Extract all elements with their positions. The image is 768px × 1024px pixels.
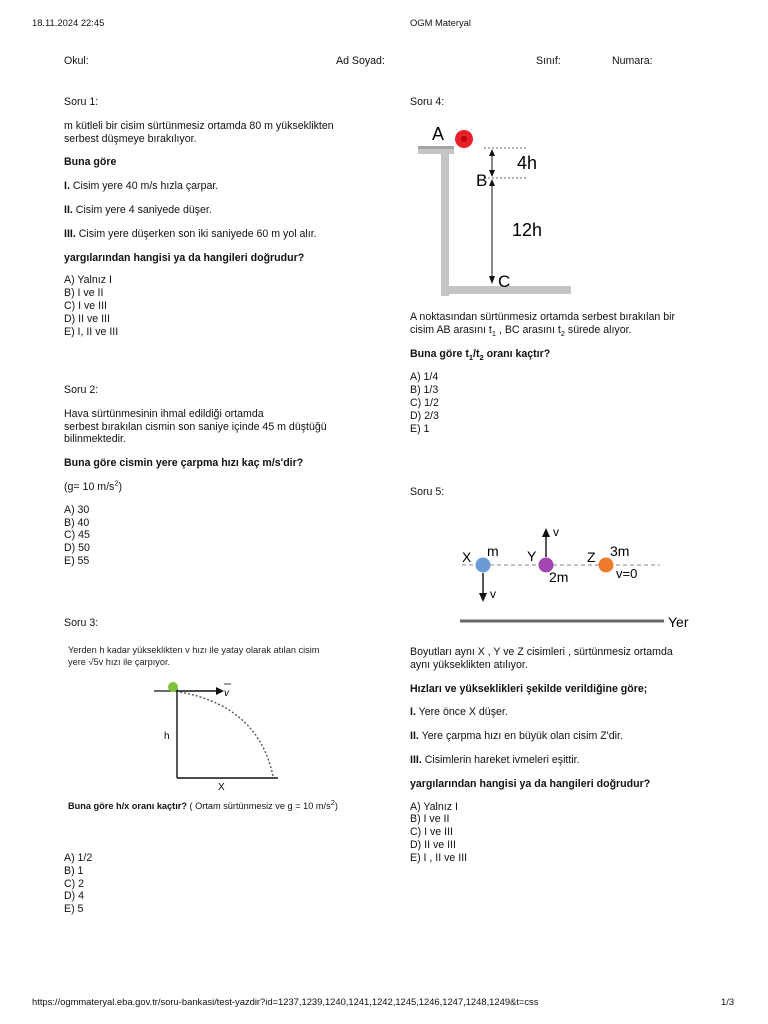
question-stem: bilinmektedir. <box>64 433 126 446</box>
prompt-text: oranı kaçtır? <box>483 347 551 360</box>
question-stem: m kütleli bir cisim sürtünmesiz ortamda 80 m yükseklikten <box>64 119 334 132</box>
question-5-body <box>410 646 730 865</box>
answer-options <box>64 274 384 338</box>
arrow-down-icon <box>479 593 487 602</box>
statement-text: Cisimlerin hareket ivmeleri eşittir. <box>421 753 580 766</box>
answer-options <box>410 371 730 435</box>
stem-text: , BC arasını t <box>496 323 561 336</box>
option-c: C) 45 <box>64 529 90 542</box>
ball-icon <box>168 682 178 692</box>
option-a: A) 30 <box>64 503 90 516</box>
statement-number: I. <box>410 706 416 719</box>
arrow-down-icon <box>489 276 495 284</box>
question-title: Soru 1: <box>64 96 99 108</box>
stem-sub: 2 <box>560 328 565 338</box>
q3-prompt <box>68 797 338 811</box>
option-a: A) 1/2 <box>64 852 93 864</box>
option-e: E) I, II ve III <box>64 325 119 338</box>
question-1 <box>64 96 384 338</box>
option-a: A) Yalnız I <box>410 800 458 813</box>
statement-text: Yere çarpma hızı en büyük olan cisim Z'dir. <box>418 730 623 743</box>
footer-page-number: 1/3 <box>721 996 735 1007</box>
option-c: C) I ve III <box>410 826 453 839</box>
statement-1 <box>410 706 730 719</box>
question-3-title: Soru 3: <box>64 617 99 629</box>
arrow-down-icon <box>489 170 495 177</box>
option-b: B) 40 <box>64 516 90 529</box>
three-bodies-figure <box>450 518 700 636</box>
q3-radical: √5 <box>88 657 99 667</box>
question-stem: Hava sürtünmesinin ihmal edildiği ortamda <box>64 407 264 420</box>
statement-text: Cisim yere 40 m/s hızla çarpar. <box>69 180 219 193</box>
arrow-up-icon <box>489 179 495 186</box>
question-prompt <box>410 348 730 361</box>
footer-url: https://ogmmateryal.eba.gov.tr/soru-bankasi/test-yazdir?id=1237,1239,1240,1241,1242,1245,1246,1247,1248,1249&t=css <box>32 996 539 1007</box>
option-c: C) 2 <box>64 877 85 890</box>
prompt-text: Buna göre t <box>410 347 469 360</box>
option-e: E) I , II ve III <box>410 851 468 864</box>
ball-z-icon <box>599 558 614 573</box>
q3-prompt-text: ( Ortam sürtünmesiz ve g = 10 m/s <box>186 801 331 811</box>
prompt-sub: 1 <box>468 352 474 362</box>
arrow-head-icon <box>216 687 224 695</box>
school-field-label: Okul: <box>64 55 89 67</box>
x-v-label: v <box>490 587 496 601</box>
question-lead: Buna göre <box>64 156 117 169</box>
question-stem-times <box>410 324 730 337</box>
statement-number: I. <box>64 180 70 193</box>
name-field-label: Ad Soyad: <box>336 55 385 67</box>
class-field-label: Sınıf: <box>536 55 561 67</box>
point-a-label: A <box>432 124 445 144</box>
question-lead: Hızları ve yükseklikleri şekilde verildiğine göre; <box>410 682 648 695</box>
question-2 <box>64 384 384 568</box>
stem-sub: 1 <box>491 328 497 338</box>
trajectory-path <box>180 692 273 776</box>
statement-number: III. <box>64 227 76 240</box>
option-a: A) Yalnız I <box>64 274 112 287</box>
option-e: E) 55 <box>64 554 90 567</box>
question-title: Soru 2: <box>64 384 99 396</box>
arrow-up-icon <box>542 528 550 537</box>
question-stem: Boyutları aynı X , Y ve Z cisimleri , sürtünmesiz ortamda <box>410 646 673 658</box>
q3-image-line-1: Yerden h kadar yükseklikten v hızı ile yatay olarak atılan cisim <box>68 645 320 655</box>
ball-a-core <box>461 136 467 142</box>
statement-text: Yere önce X düşer. <box>415 706 508 719</box>
option-d: D) 2/3 <box>410 409 439 422</box>
question-stem: serbest bırakılan cismin son saniye içinde 45 m düştüğü <box>64 420 327 433</box>
question-3-options <box>64 852 384 916</box>
number-field-label: Numara: <box>612 55 653 67</box>
option-b: B) 1 <box>64 864 84 877</box>
option-d: D) II ve III <box>410 838 456 851</box>
statement-3 <box>410 754 730 767</box>
question-stem: A noktasından sürtünmesiz ortamda serbest bırakılan bir <box>410 311 675 323</box>
projectile-figure <box>140 676 300 796</box>
label-x: X <box>462 549 472 565</box>
point-c-label: C <box>498 272 511 291</box>
question-prompt: yargılarından hangisi ya da hangileri doğrudur? <box>64 251 305 264</box>
statement-2 <box>410 730 730 743</box>
statement-2 <box>64 204 384 217</box>
wall-shape <box>441 146 449 296</box>
option-e: E) 1 <box>410 422 430 435</box>
q3-image-line-2 <box>68 657 170 667</box>
stem-text: sürede alıyor. <box>564 323 632 336</box>
height-4h-label: 4h <box>517 153 538 173</box>
print-datetime: 18.11.2024 22:45 <box>32 17 105 28</box>
question-prompt: yargılarından hangisi ya da hangileri doğrudur? <box>410 777 651 790</box>
option-c: C) I ve III <box>64 299 107 312</box>
prompt-text: /t <box>473 347 480 360</box>
mass-z: 3m <box>610 543 630 559</box>
option-b: B) 1/3 <box>410 384 439 397</box>
option-c: C) 1/2 <box>410 396 439 409</box>
statement-3 <box>64 228 384 241</box>
question-stem: serbest düşmeye bırakılıyor. <box>64 132 197 145</box>
label-z: Z <box>587 549 596 565</box>
stem-text: cisim AB arasını t <box>410 323 492 336</box>
label-y: Y <box>527 548 537 564</box>
mass-y: 2m <box>549 569 569 585</box>
q3-prompt-bold: Buna göre h/x oranı kaçtır? <box>68 801 187 811</box>
option-d: D) 50 <box>64 542 90 555</box>
answer-options <box>64 504 384 568</box>
statement-text: Cisim yere düşerken son iki saniyede 60 m yol alır. <box>75 227 317 240</box>
option-b: B) I ve II <box>64 287 104 300</box>
ball-x-icon <box>476 558 491 573</box>
point-b-label: B <box>476 171 488 190</box>
given-text-end: ) <box>118 480 123 493</box>
question-prompt: Buna göre cismin yere çarpma hızı kaç m/s'dir? <box>64 457 304 470</box>
ground-label: Yer <box>668 614 689 630</box>
distance-label: X <box>218 782 225 793</box>
given-gravity <box>64 478 384 494</box>
q3-prompt-sup: 2 <box>330 797 335 807</box>
option-e: E) 5 <box>64 903 84 916</box>
answer-options <box>410 801 730 865</box>
statement-1 <box>64 180 384 193</box>
free-fall-figure <box>410 116 710 300</box>
question-stem: aynı yükseklikten atılıyor. <box>410 658 528 671</box>
arrow-up-icon <box>489 149 495 156</box>
option-d: D) 4 <box>64 890 85 903</box>
statement-text: Cisim yere 4 saniyede düşer. <box>72 203 212 216</box>
ledge-edge <box>418 146 454 149</box>
z-v-label: v=0 <box>616 566 638 581</box>
y-v-label: v <box>553 525 559 539</box>
q3-image-text: v hızı ile çarpıyor. <box>98 657 171 667</box>
velocity-label: v <box>224 688 229 699</box>
q3-prompt-end: ) <box>334 801 338 811</box>
statement-number: II. <box>64 203 73 216</box>
site-title: OGM Materyal <box>410 17 471 28</box>
statement-number: II. <box>410 730 419 743</box>
mass-x: m <box>487 543 499 559</box>
option-a: A) 1/4 <box>410 371 439 384</box>
q3-image-text: yere <box>68 657 89 667</box>
given-text: (g= 10 m/s <box>64 480 115 493</box>
question-4-body <box>410 311 730 435</box>
question-5-title: Soru 5: <box>410 486 445 498</box>
given-sup: 2 <box>114 478 119 488</box>
statement-number: III. <box>410 753 422 766</box>
option-d: D) II ve III <box>64 312 110 325</box>
height-label: h <box>164 731 170 742</box>
question-4-title: Soru 4: <box>410 96 445 108</box>
option-b: B) I ve II <box>410 813 450 826</box>
height-12h-label: 12h <box>512 220 543 240</box>
prompt-sub: 2 <box>479 352 484 362</box>
